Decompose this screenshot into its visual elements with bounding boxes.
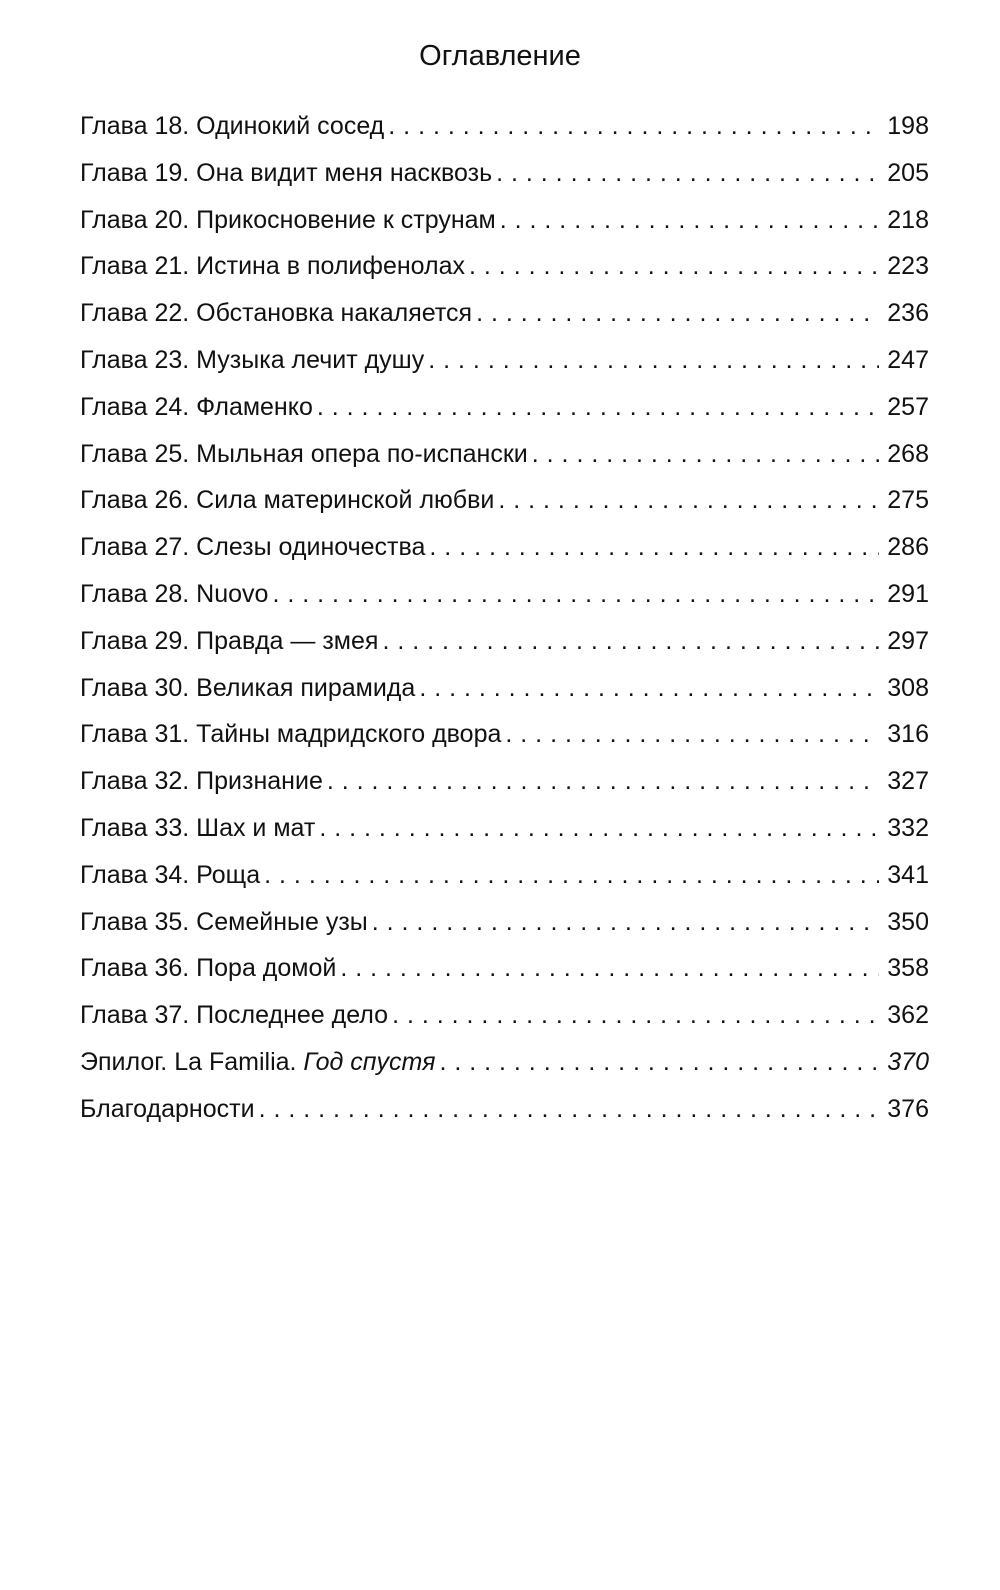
entry-page: 223	[887, 252, 929, 281]
dot-leader	[340, 954, 879, 983]
entry-title: Глава 35. Семейные узы	[80, 907, 368, 936]
entry-page: 218	[887, 205, 929, 234]
toc-entry	[80, 674, 929, 721]
entry-page: 247	[887, 345, 929, 374]
entry-title: Глава 36. Пора домой	[80, 954, 337, 983]
entry-title: Глава 30. Великая пирамида	[80, 673, 416, 702]
entry-page: 327	[887, 767, 929, 796]
entry-page: 332	[887, 813, 929, 842]
entry-title: Глава 20. Прикосновение к струнам	[80, 205, 496, 234]
dot-leader	[327, 767, 879, 796]
dot-leader	[264, 861, 879, 890]
toc-entry	[80, 346, 929, 393]
dot-leader	[392, 1001, 879, 1030]
entry-page: 358	[887, 954, 929, 983]
entry-title: Глава 32. Признание	[80, 767, 323, 796]
dot-leader	[388, 112, 879, 141]
toc-entry	[80, 861, 929, 908]
dot-leader	[382, 627, 879, 656]
dot-leader	[317, 393, 879, 422]
toc-entry	[80, 954, 929, 1001]
toc-entry	[80, 814, 929, 861]
toc-entry-acknowledgements	[80, 1095, 929, 1142]
entry-title: Эпилог. La Familia.	[80, 1047, 297, 1076]
entry-title: Глава 19. Она видит меня насквозь	[80, 158, 493, 187]
entry-page: 350	[887, 907, 929, 936]
dot-leader	[532, 440, 880, 469]
toc-entry	[80, 159, 929, 206]
toc-entry-epilogue	[80, 1048, 929, 1095]
entry-title: Глава 31. Тайны мадридского двора	[80, 720, 502, 749]
entry-title: Глава 23. Музыка лечит душу	[80, 345, 425, 374]
dot-leader	[439, 1048, 879, 1077]
toc-entry	[80, 112, 929, 159]
entry-title: Глава 29. Правда — змея	[80, 626, 379, 655]
entry-page: 286	[887, 533, 929, 562]
toc-entry	[80, 299, 929, 346]
dot-leader	[496, 159, 879, 188]
entry-title: Глава 37. Последнее дело	[80, 1001, 389, 1030]
toc-entry	[80, 1001, 929, 1048]
entry-page: 362	[887, 1001, 929, 1030]
toc-entry	[80, 533, 929, 580]
dot-leader	[429, 533, 879, 562]
entry-page: 370	[887, 1047, 929, 1076]
entry-page: 257	[887, 392, 929, 421]
entry-title: Благодарности	[80, 1094, 255, 1123]
toc-entry	[80, 627, 929, 674]
entry-title: Глава 25. Мыльная опера по-испански	[80, 439, 528, 468]
dot-leader	[272, 580, 879, 609]
entry-page: 341	[887, 860, 929, 889]
dot-leader	[469, 252, 879, 281]
toc-entry	[80, 486, 929, 533]
toc-entry	[80, 720, 929, 767]
toc-entry	[80, 580, 929, 627]
entry-page: 291	[887, 579, 929, 608]
entry-title: Глава 18. Одинокий сосед	[80, 112, 385, 140]
entry-subtitle: Год спустя	[303, 1047, 436, 1076]
entry-title: Глава 27. Слезы одиночества	[80, 533, 426, 562]
entry-title: Глава 28. Nuovo	[80, 579, 269, 608]
entry-title: Глава 21. Истина в полифенолах	[80, 252, 466, 281]
entry-page: 297	[887, 626, 929, 655]
toc-entry	[80, 252, 929, 299]
dot-leader	[419, 674, 879, 703]
dot-leader	[372, 908, 880, 937]
entry-title: Глава 26. Сила материнской любви	[80, 486, 495, 515]
entry-page: 316	[887, 720, 929, 749]
dot-leader	[259, 1095, 880, 1124]
entry-title: Глава 24. Фламенко	[80, 392, 313, 421]
entry-title: Глава 34. Роща	[80, 860, 261, 889]
dot-leader	[428, 346, 879, 375]
entry-page: 376	[887, 1094, 929, 1123]
dot-leader	[500, 206, 880, 235]
toc-entry	[80, 440, 929, 487]
toc-entry	[80, 206, 929, 253]
entry-page: 268	[887, 439, 929, 468]
toc-entry	[80, 908, 929, 955]
entry-page: 275	[887, 486, 929, 515]
dot-leader	[498, 486, 879, 515]
entry-page: 198	[887, 112, 929, 140]
entry-title: Глава 33. Шах и мат	[80, 813, 316, 842]
entry-page: 236	[887, 299, 929, 328]
table-of-contents	[80, 112, 929, 1142]
entry-page: 308	[887, 673, 929, 702]
dot-leader	[505, 720, 879, 749]
dot-leader	[476, 299, 879, 328]
entry-page: 205	[887, 158, 929, 187]
toc-entry	[80, 767, 929, 814]
toc-entry	[80, 393, 929, 440]
dot-leader	[319, 814, 879, 843]
entry-title: Глава 22. Обстановка накаляется	[80, 299, 473, 328]
page-title: Оглавление	[419, 40, 581, 72]
